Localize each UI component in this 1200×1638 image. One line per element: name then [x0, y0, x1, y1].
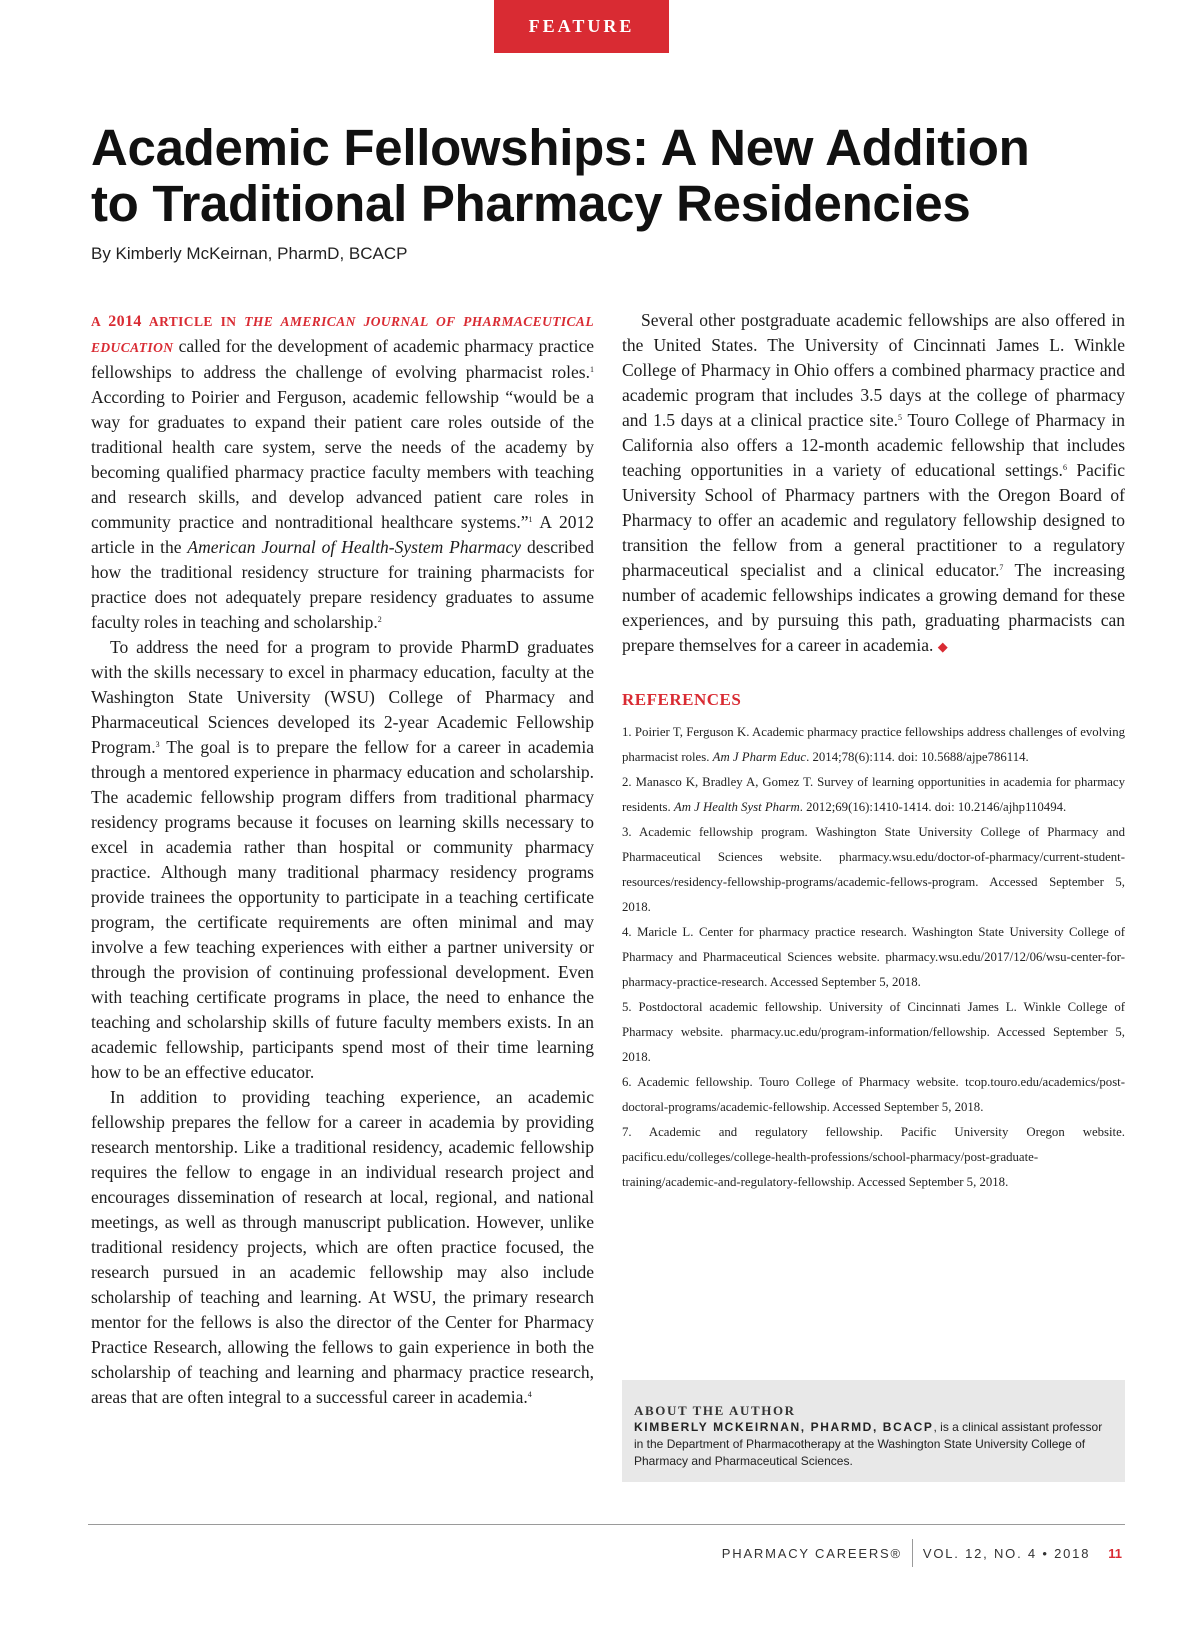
- section-tag: FEATURE: [494, 0, 669, 53]
- left-column: [91, 308, 594, 1410]
- issue-info: VOL. 12, NO. 4 • 2018: [922, 1545, 1091, 1561]
- paragraph-1: A 2014 ARTICLE IN THE AMERICAN JOURNAL OF PHARMACEUTICAL EDUCATION called for the development of academic pharmacy practice fellowships to address the challenge of evolving pharmacist roles.$^1$ According to Poirier and Ferguson, academic fellowship “would be a way for graduates to expand their patient care roles outside of the traditional health care system, serve the needs of the academy by becoming qualified pharmacy practice faculty members with teaching and research skills, and develop advanced patient care roles in community practice and nontraditional healthcare systems.”$^1$ A 2012 article in the American Journal of Health-System Pharmacy described how the traditional residency structure for training pharmacists for practice does not adequately prepare residency graduates to assume faculty roles in teaching and scholarship.$^2$: [91, 313, 594, 632]
- reference-item: 3. Academic fellowship program. Washington State University College of Pharmacy and Pharmaceutical Sciences website. pharmacy.wsu.edu/doctor-of-pharmacy/current-student-resources/residency-fellowship-programs/academic-fellows-program. Accessed September 5, 2018.: [622, 825, 1125, 914]
- lead-journal: THE AMERICAN JOURNAL OF PHARMACEUTICAL EDUCATION: [91, 314, 594, 355]
- article-title: [91, 120, 1121, 232]
- paragraph-2: To address the need for a program to provide PharmD graduates with the skills necessary to excel in pharmacy education, faculty at the Washington State University (WSU) College of Pharmacy and Pharmaceutical Sciences developed its 2-year Academic Fellowship Program.$^3$ The goal is to prepare the fellow for a career in academia through a mentored experience in pharmacy education and scholarship. The academic fellowship program differs from traditional pharmacy residency programs because it focuses on learning skills necessary to excel in academia rather than hospital or community pharmacy practice. Although many traditional pharmacy residency programs provide trainees the opportunity to participate in a teaching certificate program, the certificate requirements are often minimal and may involve a few teaching experiences with either a partner university or through the provision of continuing professional development. Even with teaching certificate programs in place, the need to enhance the teaching and scholarship skills of future faculty members exists. In an academic fellowship, participants spend most of their time learning how to be an effective educator.: [91, 637, 594, 1082]
- reference-item: 4. Maricle L. Center for pharmacy practice research. Washington State University College of Pharmacy and Pharmaceutical Sciences website. pharmacy.wsu.edu/2017/12/06/wsu-center-for-pharmacy-practice-research. Accessed September 5, 2018.: [622, 925, 1125, 989]
- right-column: [622, 308, 1125, 1195]
- page-number: 11: [1108, 1545, 1122, 1561]
- about-author-box: [622, 1380, 1125, 1482]
- citation: 5: [898, 413, 902, 422]
- about-author-heading: ABOUT THE AUTHOR: [634, 1403, 796, 1418]
- reference-item: 1. Poirier T, Ferguson K. Academic pharmacy practice fellowships address challenges of evolving pharmacist roles. Am J Pharm Educ. 2014;78(6):114. doi: 10.5688/ajpe786114.: [622, 725, 1125, 764]
- paragraph-4: Several other postgraduate academic fellowships are also offered in the United States. The University of Cincinnati James L. Winkle College of Pharmacy in Ohio offers a combined pharmacy practice and academic program that includes 3.5 days at the college of pharmacy and 1.5 days at a clinical practice site.$^5$ Touro College of Pharmacy in California also offers a 12-month academic fellowship that includes teaching opportunities in a variety of educational settings.$^6$ Pacific University School of Pharmacy partners with the Oregon Board of Pharmacy to offer an academic and regulatory fellowship designed to transition the fellow from a general practitioner to a regulatory pharmaceutical specialist and a clinical educator.$^7$ The increasing number of academic fellowships indicates a growing demand for these experiences, and by pursuing this path, graduating pharmacists can prepare themselves for a career in academia. ◆: [622, 310, 1126, 655]
- citation: 1: [590, 365, 594, 374]
- page-footer: [722, 1538, 1122, 1568]
- references-list: [622, 720, 1125, 1195]
- citation: 4: [527, 1390, 532, 1399]
- lead-in: A 2014 ARTICLE IN THE AMERICAN JOURNAL OF PHARMACEUTICAL EDUCATION: [91, 313, 594, 355]
- title-line-2: to Traditional Pharmacy Residencies: [91, 175, 971, 232]
- citation: 1: [528, 515, 533, 524]
- title-line-1: Academic Fellowships: A New Addition: [91, 119, 1030, 176]
- reference-item: 7. Academic and regulatory fellowship. Pacific University Oregon website. pacificu.edu/colleges/college-health-professions/school-pharmacy/post-graduate-training/academic-and-regulatory-fellowship. Accessed September 5, 2018.: [622, 1125, 1125, 1189]
- citation: 2: [377, 615, 382, 624]
- reference-item: 6. Academic fellowship. Touro College of Pharmacy website. tcop.touro.edu/academics/post-doctoral-programs/academic-fellowship. Accessed September 5, 2018.: [622, 1075, 1125, 1114]
- publication-name: PHARMACY CAREERS®: [721, 1545, 902, 1561]
- references-heading: REFERENCES: [622, 690, 742, 709]
- author-bio: KIMBERLY MCKEIRNAN, PHARMD, BCACP, is a clinical assistant professor in the Department of Pharmacotherapy at the Washington State University College of Pharmacy and Pharmaceutical Sciences.: [634, 1420, 1103, 1468]
- journal-name: American Journal of Health-System Pharmacy: [187, 537, 522, 557]
- citation: 7: [999, 563, 1004, 572]
- author-name: KIMBERLY MCKEIRNAN, PHARMD, BCACP: [634, 1420, 934, 1434]
- reference-item: 2. Manasco K, Bradley A, Gomez T. Survey of learning opportunities in academia for pharmacy residents. Am J Health Syst Pharm. 2012;69(16):1410-1414. doi: 10.2146/ajhp110494.: [622, 775, 1125, 814]
- paragraph-3: In addition to providing teaching experience, an academic fellowship prepares the fellow for a career in academia by providing research mentorship. Like a traditional residency, academic fellowship requires the fellow to engage in an individual research project and encourages dissemination of research at local, regional, and national meetings, as well as through manuscript publication. However, unlike traditional residency projects, which are often practice focused, the research pursued in an academic fellowship may also include scholarship of teaching and learning. At WSU, the primary research mentor for the fellows is also the director of the Center for Pharmacy Practice Research, allowing the fellows to gain experience in both the scholarship of teaching and learning and pharmacy practice research, areas that are often integral to a successful career in academia.$^4$: [91, 1087, 594, 1407]
- reference-item: 5. Postdoctoral academic fellowship. University of Cincinnati James L. Winkle College of Pharmacy website. pharmacy.uc.edu/program-information/fellowship. Accessed September 5, 2018.: [622, 1000, 1125, 1064]
- footer-divider: [88, 1524, 1125, 1525]
- citation: 6: [1062, 463, 1067, 472]
- citation: 3: [155, 740, 160, 749]
- end-mark-icon: ◆: [937, 639, 948, 654]
- byline: By Kimberly McKeirnan, PharmD, BCACP: [91, 244, 408, 263]
- footer-separator: [912, 1539, 913, 1567]
